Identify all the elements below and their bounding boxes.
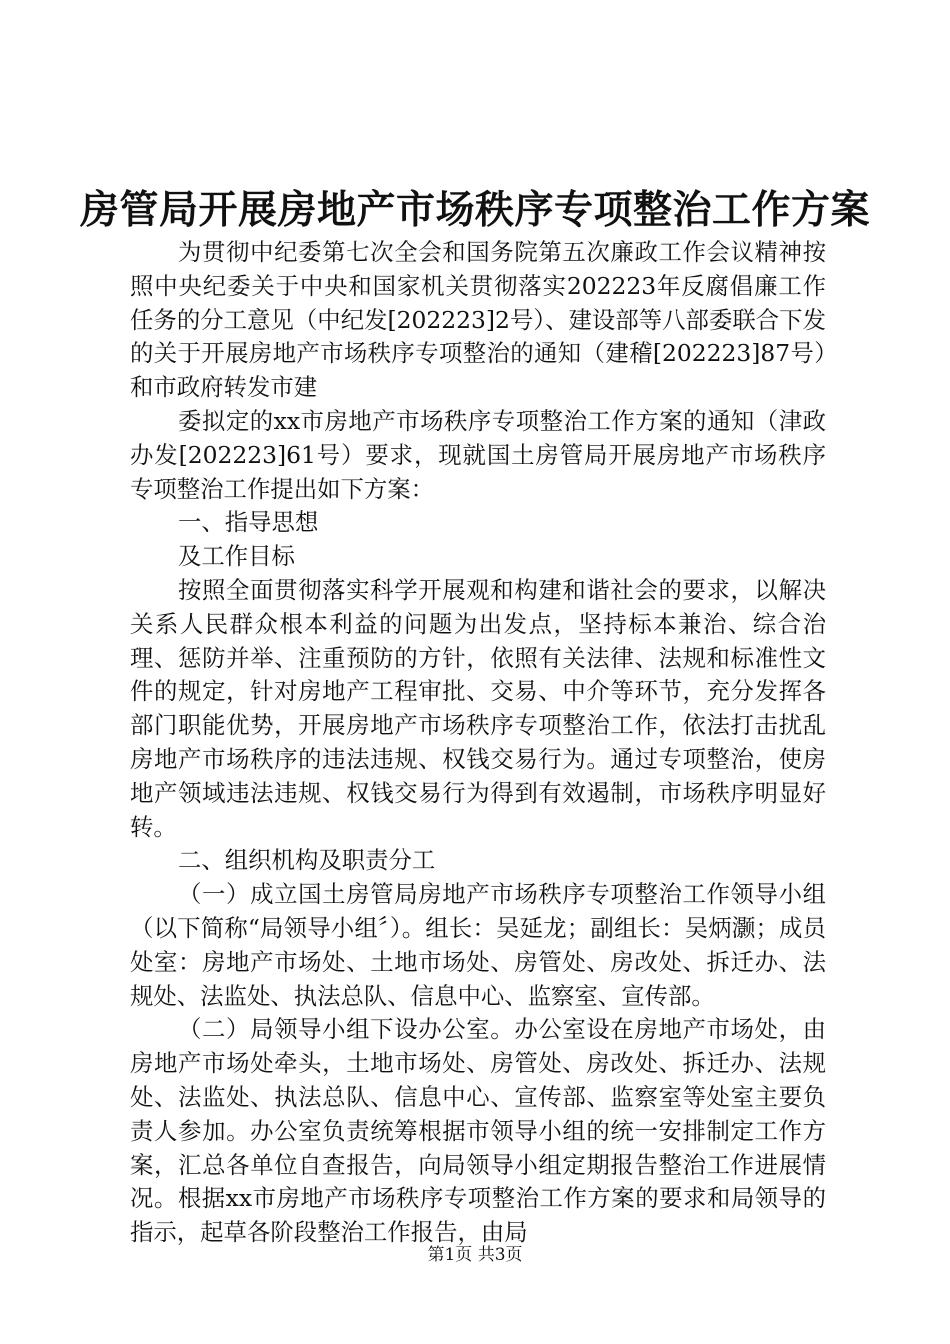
- page-number-footer: 第1页 共3页: [427, 1245, 523, 1265]
- paragraph-intro: 为贯彻中纪委第七次全会和国务院第五次廉政工作会议精神按照中央纪委关于中央和国家机关贯彻落实202223年反腐倡廉工作任务的分工意见（中纪发[202223]2号）、建设部等八部委联合下发的关于开展房地产市场秩序专项整治的通知（建稽[202223]87号）和市政府转发市建: [130, 238, 826, 402]
- section-heading-work-goals: 及工作目标: [178, 542, 295, 571]
- paragraph-notice: 委拟定的xx市房地产市场秩序专项整治工作方案的通知（津政办发[202223]61号）要求，现就国土房管局开展房地产市场秩序专项整治工作提出如下方案：: [130, 406, 826, 503]
- document-title: 房管局开展房地产市场秩序专项整治工作方案: [79, 187, 870, 233]
- paragraph-leading-group: （一）成立国土房管局房地产市场秩序专项整治工作领导小组（以下简称“局领导小组〞）。组长：吴延龙；副组长：吴炳灏；成员处室：房地产市场处、土地市场处、房管处、房改处、拆迁办、法规处、法监处、执法总队、信息中心、监察室、宣传部。: [130, 880, 826, 1010]
- paragraph-office: （二）局领导小组下设办公室。办公室设在房地产市场处，由房地产市场处牵头，土地市场处、房管处、房改处、拆迁办、法规处、法监处、执法总队、信息中心、宣传部、监察室等处室主要负责人参加。办公室负责统筹根据市领导小组的统一安排制定工作方案，汇总各单位自查报告，向局领导小组定期报告整治工作进展情况。根据xx市房地产市场秩序专项整治工作方案的要求和局领导的指示，起草各阶段整治工作报告，由局: [130, 1015, 826, 1247]
- paragraph-goals: 按照全面贯彻落实科学开展观和构建和谐社会的要求，以解决关系人民群众根本利益的问题为出发点，坚持标本兼治、综合治理、惩防并举、注重预防的方针，依照有关法律、法规和标准性文件的规定，针对房地产工程审批、交易、中介等环节，充分发挥各部门职能优势，开展房地产市场秩序专项整治工作，依法打击扰乱房地产市场秩序的违法违规、权钱交易行为。通过专项整治，使房地产领域违法违规、权钱交易行为得到有效遏制，市场秩序明显好转。: [130, 575, 826, 841]
- section-heading-organization: 二、组织机构及职责分工: [178, 846, 436, 875]
- section-heading-guiding-thought: 一、指导思想: [178, 508, 319, 537]
- document-body: [130, 236, 826, 1250]
